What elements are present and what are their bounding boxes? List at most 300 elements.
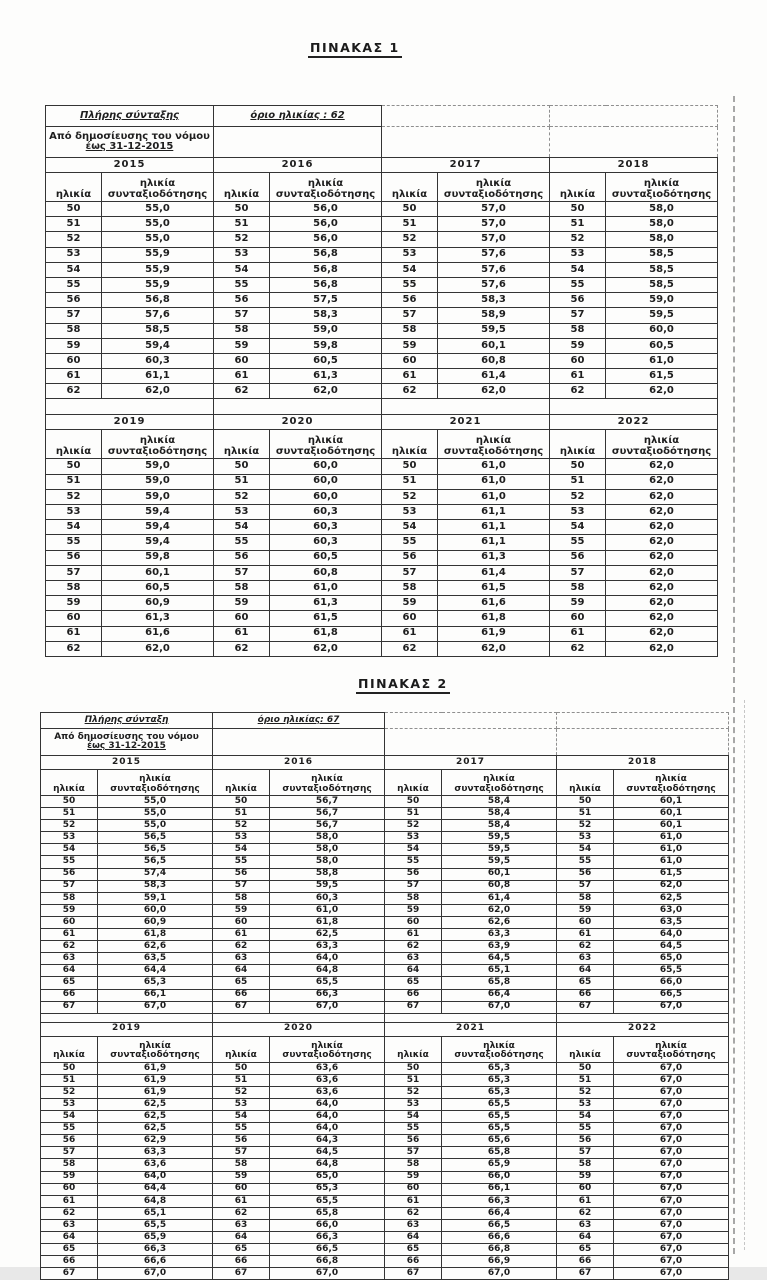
retirement-age-value-cell: 65,5 xyxy=(614,965,729,977)
retirement-age-value-cell: 64,4 xyxy=(98,1183,213,1195)
age-cell: 52 xyxy=(382,489,438,504)
age-cell: 57 xyxy=(41,1147,98,1159)
pension-type-label: Πλήρης σύνταξη xyxy=(41,713,213,729)
age-cell: 51 xyxy=(557,1074,614,1086)
age-cell: 53 xyxy=(214,505,270,520)
retirement-age-value-cell: 67,0 xyxy=(614,1244,729,1256)
retirement-age-value-cell: 62,0 xyxy=(438,384,550,399)
age-cell: 55 xyxy=(214,277,270,292)
year-header: 2020 xyxy=(214,415,382,430)
retirement-age-value-cell: 63,6 xyxy=(270,1086,385,1098)
retirement-age-value-cell: 62,5 xyxy=(98,1098,213,1110)
table-row xyxy=(46,430,718,459)
retirement-age-value-cell: 62,5 xyxy=(98,1123,213,1135)
age-cell: 52 xyxy=(385,1086,442,1098)
retirement-age-value-cell: 61,9 xyxy=(438,626,550,641)
age-cell: 52 xyxy=(213,820,270,832)
spacer-cell xyxy=(41,1013,213,1022)
retirement-age-value-cell: 66,3 xyxy=(270,1232,385,1244)
period-label: Από δημοσίευσης του νόμου έως 31-12-2015 xyxy=(41,729,213,756)
age-cell: 65 xyxy=(557,977,614,989)
age-cell: 54 xyxy=(214,262,270,277)
age-cell: 59 xyxy=(550,338,606,353)
retirement-age-column-header: ηλικία συνταξιοδότησης xyxy=(442,770,557,796)
retirement-age-value-cell: 64,0 xyxy=(270,1111,385,1123)
retirement-age-value-cell: 58,4 xyxy=(442,796,557,808)
retirement-age-value-cell: 62,0 xyxy=(102,641,214,656)
table-row xyxy=(41,941,729,953)
age-cell: 50 xyxy=(557,1062,614,1074)
age-cell: 65 xyxy=(557,1244,614,1256)
age-cell: 56 xyxy=(385,1135,442,1147)
retirement-age-column-header: ηλικία συνταξιοδότησης xyxy=(98,770,213,796)
table-row xyxy=(46,338,718,353)
age-cell: 57 xyxy=(46,308,102,323)
retirement-age-value-cell: 61,9 xyxy=(98,1062,213,1074)
retirement-age-value-cell: 60,1 xyxy=(102,565,214,580)
retirement-age-value-cell: 58,3 xyxy=(98,880,213,892)
retirement-age-value-cell: 65,0 xyxy=(614,953,729,965)
table-row xyxy=(41,729,729,756)
retirement-age-value-cell: 63,0 xyxy=(614,904,729,916)
table-row xyxy=(41,1256,729,1268)
retirement-age-value-cell: 59,0 xyxy=(102,459,214,474)
age-cell: 50 xyxy=(385,1062,442,1074)
table-row xyxy=(46,520,718,535)
age-cell: 55 xyxy=(385,856,442,868)
table-row xyxy=(46,217,718,232)
retirement-age-value-cell: 60,1 xyxy=(614,820,729,832)
age-cell: 54 xyxy=(382,520,438,535)
table-row xyxy=(46,353,718,368)
retirement-age-value-cell: 62,0 xyxy=(606,611,718,626)
retirement-age-value-cell: 61,9 xyxy=(98,1086,213,1098)
age-cell: 63 xyxy=(213,1219,270,1231)
retirement-age-value-cell: 66,4 xyxy=(442,989,557,1001)
retirement-age-value-cell: 67,0 xyxy=(614,1098,729,1110)
age-cell: 58 xyxy=(41,892,98,904)
age-cell: 57 xyxy=(550,308,606,323)
age-cell: 66 xyxy=(557,1256,614,1268)
age-cell: 58 xyxy=(213,1159,270,1171)
age-cell: 53 xyxy=(41,1098,98,1110)
age-cell: 53 xyxy=(550,505,606,520)
age-cell: 64 xyxy=(385,1232,442,1244)
retirement-age-value-cell: 60,1 xyxy=(614,808,729,820)
table-row xyxy=(46,641,718,656)
age-cell: 67 xyxy=(557,1001,614,1013)
retirement-age-value-cell: 60,0 xyxy=(98,904,213,916)
retirement-age-value-cell: 67,0 xyxy=(614,1111,729,1123)
age-cell: 58 xyxy=(557,892,614,904)
age-cell: 52 xyxy=(41,820,98,832)
age-cell: 52 xyxy=(46,232,102,247)
table-row xyxy=(41,1135,729,1147)
table-row xyxy=(46,323,718,338)
age-cell: 63 xyxy=(41,953,98,965)
retirement-age-value-cell: 65,5 xyxy=(442,1111,557,1123)
age-cell: 54 xyxy=(557,1111,614,1123)
retirement-age-value-cell: 66,0 xyxy=(614,977,729,989)
age-cell: 54 xyxy=(46,262,102,277)
retirement-age-value-cell: 56,0 xyxy=(270,202,382,217)
retirement-age-value-cell: 57,0 xyxy=(438,232,550,247)
age-cell: 62 xyxy=(214,384,270,399)
table-row xyxy=(41,1207,729,1219)
age-cell: 65 xyxy=(213,977,270,989)
age-cell: 56 xyxy=(550,550,606,565)
retirement-age-value-cell: 61,9 xyxy=(98,1074,213,1086)
age-column-header: ηλικία xyxy=(557,770,614,796)
age-cell: 60 xyxy=(550,611,606,626)
age-cell: 50 xyxy=(41,1062,98,1074)
retirement-age-value-cell: 64,0 xyxy=(270,953,385,965)
retirement-age-value-cell: 58,5 xyxy=(606,247,718,262)
retirement-age-value-cell: 61,0 xyxy=(438,489,550,504)
retirement-age-value-cell: 60,0 xyxy=(270,459,382,474)
pension-table-1-body xyxy=(46,106,718,657)
retirement-age-value-cell: 61,5 xyxy=(438,580,550,595)
retirement-age-value-cell: 64,0 xyxy=(270,1098,385,1110)
table-row xyxy=(46,489,718,504)
retirement-age-value-cell: 65,0 xyxy=(270,1171,385,1183)
retirement-age-value-cell: 60,0 xyxy=(270,474,382,489)
retirement-age-value-cell: 65,5 xyxy=(98,1219,213,1231)
retirement-age-value-cell: 61,1 xyxy=(438,520,550,535)
retirement-age-value-cell: 62,5 xyxy=(270,929,385,941)
age-cell: 59 xyxy=(46,338,102,353)
age-cell: 58 xyxy=(46,323,102,338)
retirement-age-column-header: ηλικία συνταξιοδότησης xyxy=(270,1036,385,1062)
retirement-age-value-cell: 57,0 xyxy=(438,217,550,232)
retirement-age-value-cell: 65,5 xyxy=(442,1098,557,1110)
age-cell: 60 xyxy=(214,353,270,368)
retirement-age-value-cell: 65,8 xyxy=(442,1147,557,1159)
age-cell: 60 xyxy=(213,916,270,928)
retirement-age-value-cell: 61,1 xyxy=(438,535,550,550)
age-cell: 54 xyxy=(550,520,606,535)
age-cell: 59 xyxy=(557,1171,614,1183)
age-cell: 55 xyxy=(382,277,438,292)
age-cell: 55 xyxy=(382,535,438,550)
table-row xyxy=(41,1013,729,1022)
table-row xyxy=(46,173,718,202)
age-cell: 54 xyxy=(385,1111,442,1123)
age-cell: 65 xyxy=(385,1244,442,1256)
age-cell: 66 xyxy=(41,989,98,1001)
retirement-age-value-cell: 55,0 xyxy=(102,217,214,232)
retirement-age-value-cell: 56,7 xyxy=(270,796,385,808)
table-row xyxy=(41,1022,729,1036)
retirement-age-value-cell: 62,0 xyxy=(606,626,718,641)
age-cell: 56 xyxy=(213,1135,270,1147)
retirement-age-value-cell: 63,5 xyxy=(614,916,729,928)
spacer-cell xyxy=(46,399,214,415)
retirement-age-value-cell: 63,3 xyxy=(98,1147,213,1159)
age-column-header: ηλικία xyxy=(213,1036,270,1062)
age-cell: 58 xyxy=(385,1159,442,1171)
retirement-age-value-cell: 64,0 xyxy=(270,1123,385,1135)
retirement-age-value-cell: 66,9 xyxy=(442,1256,557,1268)
retirement-age-value-cell: 59,0 xyxy=(102,474,214,489)
age-cell: 50 xyxy=(214,459,270,474)
age-column-header: ηλικία xyxy=(550,430,606,459)
retirement-age-value-cell: 65,3 xyxy=(98,977,213,989)
retirement-age-value-cell: 66,6 xyxy=(442,1232,557,1244)
age-cell: 56 xyxy=(557,1135,614,1147)
age-cell: 50 xyxy=(550,202,606,217)
retirement-age-value-cell: 66,4 xyxy=(442,1207,557,1219)
retirement-age-value-cell: 67,0 xyxy=(614,1135,729,1147)
retirement-age-value-cell: 55,0 xyxy=(102,232,214,247)
age-cell: 60 xyxy=(385,1183,442,1195)
age-cell: 54 xyxy=(46,520,102,535)
retirement-age-value-cell: 55,9 xyxy=(102,247,214,262)
retirement-age-value-cell: 58,4 xyxy=(442,820,557,832)
age-cell: 64 xyxy=(385,965,442,977)
retirement-age-value-cell: 56,8 xyxy=(102,293,214,308)
age-cell: 53 xyxy=(46,505,102,520)
table-row xyxy=(41,1171,729,1183)
age-column-header: ηλικία xyxy=(557,1036,614,1062)
year-header: 2021 xyxy=(385,1022,557,1036)
age-cell: 60 xyxy=(46,353,102,368)
age-cell: 55 xyxy=(550,277,606,292)
retirement-age-value-cell: 56,7 xyxy=(270,820,385,832)
table-row xyxy=(41,880,729,892)
age-cell: 61 xyxy=(46,626,102,641)
spacer-cell xyxy=(214,399,382,415)
table-row xyxy=(46,158,718,173)
age-cell: 62 xyxy=(382,641,438,656)
age-cell: 59 xyxy=(382,596,438,611)
age-cell: 55 xyxy=(550,535,606,550)
table-row xyxy=(41,1086,729,1098)
retirement-age-value-cell: 56,0 xyxy=(270,217,382,232)
retirement-age-value-cell: 64,0 xyxy=(98,1171,213,1183)
table-row xyxy=(41,892,729,904)
retirement-age-value-cell: 60,1 xyxy=(442,868,557,880)
retirement-age-value-cell: 63,3 xyxy=(442,929,557,941)
age-cell: 62 xyxy=(550,384,606,399)
retirement-age-value-cell: 56,5 xyxy=(98,832,213,844)
age-cell: 60 xyxy=(557,916,614,928)
age-cell: 59 xyxy=(41,904,98,916)
retirement-age-column-header: ηλικία συνταξιοδότησης xyxy=(442,1036,557,1062)
retirement-age-value-cell: 62,0 xyxy=(270,384,382,399)
retirement-age-value-cell: 56,5 xyxy=(98,856,213,868)
retirement-age-value-cell: 65,3 xyxy=(270,1183,385,1195)
table-row xyxy=(46,505,718,520)
table-row xyxy=(41,977,729,989)
retirement-age-value-cell: 63,6 xyxy=(270,1074,385,1086)
age-cell: 60 xyxy=(213,1183,270,1195)
table-row xyxy=(46,293,718,308)
retirement-age-value-cell: 62,5 xyxy=(98,1111,213,1123)
age-cell: 51 xyxy=(557,808,614,820)
retirement-age-value-cell: 65,9 xyxy=(98,1232,213,1244)
age-cell: 56 xyxy=(214,550,270,565)
retirement-age-value-cell: 67,0 xyxy=(98,1268,213,1280)
age-cell: 61 xyxy=(214,369,270,384)
age-cell: 50 xyxy=(213,796,270,808)
table-row xyxy=(46,459,718,474)
age-column-header: ηλικία xyxy=(382,430,438,459)
retirement-age-value-cell: 58,0 xyxy=(270,856,385,868)
age-cell: 66 xyxy=(213,1256,270,1268)
period-label: Από δημοσίευσης του νόμου έως 31-12-2015 xyxy=(46,127,214,158)
retirement-age-value-cell: 60,1 xyxy=(438,338,550,353)
retirement-age-value-cell: 58,5 xyxy=(606,277,718,292)
age-cell: 52 xyxy=(385,820,442,832)
table-row xyxy=(46,399,718,415)
age-cell: 66 xyxy=(385,989,442,1001)
age-cell: 62 xyxy=(46,641,102,656)
table-row xyxy=(46,277,718,292)
retirement-age-value-cell: 61,0 xyxy=(614,832,729,844)
age-cell: 53 xyxy=(382,247,438,262)
retirement-age-value-cell: 67,0 xyxy=(442,1268,557,1280)
retirement-age-value-cell: 62,0 xyxy=(606,384,718,399)
age-cell: 52 xyxy=(382,232,438,247)
empty-cell xyxy=(382,106,550,127)
retirement-age-value-cell: 58,5 xyxy=(606,262,718,277)
retirement-age-value-cell: 60,5 xyxy=(102,580,214,595)
age-cell: 64 xyxy=(557,1232,614,1244)
table-row xyxy=(41,1232,729,1244)
age-cell: 59 xyxy=(213,904,270,916)
retirement-age-value-cell: 62,0 xyxy=(606,520,718,535)
age-cell: 62 xyxy=(41,941,98,953)
age-cell: 50 xyxy=(41,796,98,808)
retirement-age-column-header: ηλικία συνταξιοδότησης xyxy=(270,430,382,459)
pension-table-2 xyxy=(40,712,729,1280)
age-cell: 52 xyxy=(557,820,614,832)
age-cell: 50 xyxy=(382,459,438,474)
age-cell: 64 xyxy=(213,965,270,977)
empty-cell xyxy=(214,127,382,158)
spacer-cell xyxy=(550,399,718,415)
retirement-age-column-header: ηλικία συνταξιοδότησης xyxy=(270,173,382,202)
year-header: 2022 xyxy=(557,1022,729,1036)
age-cell: 61 xyxy=(382,369,438,384)
retirement-age-value-cell: 63,3 xyxy=(270,941,385,953)
table-row xyxy=(46,106,718,127)
age-cell: 53 xyxy=(382,505,438,520)
retirement-age-value-cell: 60,3 xyxy=(270,505,382,520)
age-column-header: ηλικία xyxy=(550,173,606,202)
age-cell: 64 xyxy=(213,1232,270,1244)
retirement-age-value-cell: 66,5 xyxy=(614,989,729,1001)
year-header: 2019 xyxy=(46,415,214,430)
age-cell: 60 xyxy=(557,1183,614,1195)
empty-cell xyxy=(557,713,729,729)
retirement-age-value-cell: 59,5 xyxy=(442,832,557,844)
age-cell: 67 xyxy=(213,1001,270,1013)
age-cell: 55 xyxy=(41,1123,98,1135)
table-row xyxy=(41,1098,729,1110)
age-cell: 57 xyxy=(213,880,270,892)
age-cell: 51 xyxy=(41,1074,98,1086)
age-cell: 61 xyxy=(557,929,614,941)
age-cell: 51 xyxy=(385,808,442,820)
retirement-age-value-cell: 61,5 xyxy=(270,611,382,626)
age-cell: 61 xyxy=(41,1195,98,1207)
retirement-age-value-cell: 61,3 xyxy=(102,611,214,626)
retirement-age-value-cell: 61,4 xyxy=(438,565,550,580)
retirement-age-value-cell: 67,0 xyxy=(614,1159,729,1171)
age-cell: 61 xyxy=(41,929,98,941)
retirement-age-value-cell: 64,4 xyxy=(98,965,213,977)
table-row xyxy=(41,844,729,856)
spacer-cell xyxy=(213,1013,385,1022)
retirement-age-value-cell: 66,8 xyxy=(270,1256,385,1268)
age-cell: 63 xyxy=(41,1219,98,1231)
age-cell: 58 xyxy=(41,1159,98,1171)
retirement-age-value-cell: 55,0 xyxy=(98,808,213,820)
retirement-age-value-cell: 64,8 xyxy=(98,1195,213,1207)
age-column-header: ηλικία xyxy=(214,173,270,202)
age-cell: 67 xyxy=(385,1001,442,1013)
retirement-age-value-cell: 60,3 xyxy=(102,353,214,368)
retirement-age-value-cell: 64,0 xyxy=(614,929,729,941)
year-header: 2015 xyxy=(41,756,213,770)
empty-cell xyxy=(385,729,557,756)
age-cell: 62 xyxy=(214,641,270,656)
age-cell: 54 xyxy=(550,262,606,277)
retirement-age-value-cell: 58,8 xyxy=(270,868,385,880)
age-cell: 52 xyxy=(214,232,270,247)
age-cell: 62 xyxy=(213,941,270,953)
age-cell: 51 xyxy=(46,217,102,232)
retirement-age-value-cell: 62,0 xyxy=(606,565,718,580)
table-row xyxy=(41,1219,729,1231)
retirement-age-value-cell: 58,9 xyxy=(438,308,550,323)
retirement-age-value-cell: 67,0 xyxy=(270,1268,385,1280)
age-cell: 52 xyxy=(46,489,102,504)
retirement-age-column-header: ηλικία συνταξιοδότησης xyxy=(438,173,550,202)
age-cell: 66 xyxy=(385,1256,442,1268)
age-cell: 65 xyxy=(41,1244,98,1256)
retirement-age-value-cell: 67,0 xyxy=(614,1183,729,1195)
age-cell: 51 xyxy=(214,474,270,489)
retirement-age-value-cell: 60,5 xyxy=(270,550,382,565)
table-row xyxy=(41,1036,729,1062)
retirement-age-value-cell: 66,3 xyxy=(270,989,385,1001)
age-cell: 57 xyxy=(385,880,442,892)
age-cell: 53 xyxy=(385,832,442,844)
age-cell: 55 xyxy=(557,1123,614,1135)
age-cell: 52 xyxy=(41,1086,98,1098)
age-cell: 57 xyxy=(550,565,606,580)
age-cell: 61 xyxy=(385,1195,442,1207)
retirement-age-value-cell: 65,5 xyxy=(270,977,385,989)
retirement-age-value-cell: 66,3 xyxy=(442,1195,557,1207)
retirement-age-value-cell: 60,0 xyxy=(606,323,718,338)
age-cell: 51 xyxy=(41,808,98,820)
age-cell: 50 xyxy=(46,202,102,217)
retirement-age-value-cell: 64,5 xyxy=(442,953,557,965)
age-cell: 60 xyxy=(41,1183,98,1195)
retirement-age-value-cell: 60,1 xyxy=(614,796,729,808)
year-header: 2017 xyxy=(382,158,550,173)
age-cell: 65 xyxy=(385,977,442,989)
age-cell: 55 xyxy=(213,1123,270,1135)
age-cell: 57 xyxy=(41,880,98,892)
retirement-age-value-cell: 65,5 xyxy=(442,1123,557,1135)
retirement-age-value-cell: 67,0 xyxy=(614,1232,729,1244)
age-cell: 55 xyxy=(46,277,102,292)
